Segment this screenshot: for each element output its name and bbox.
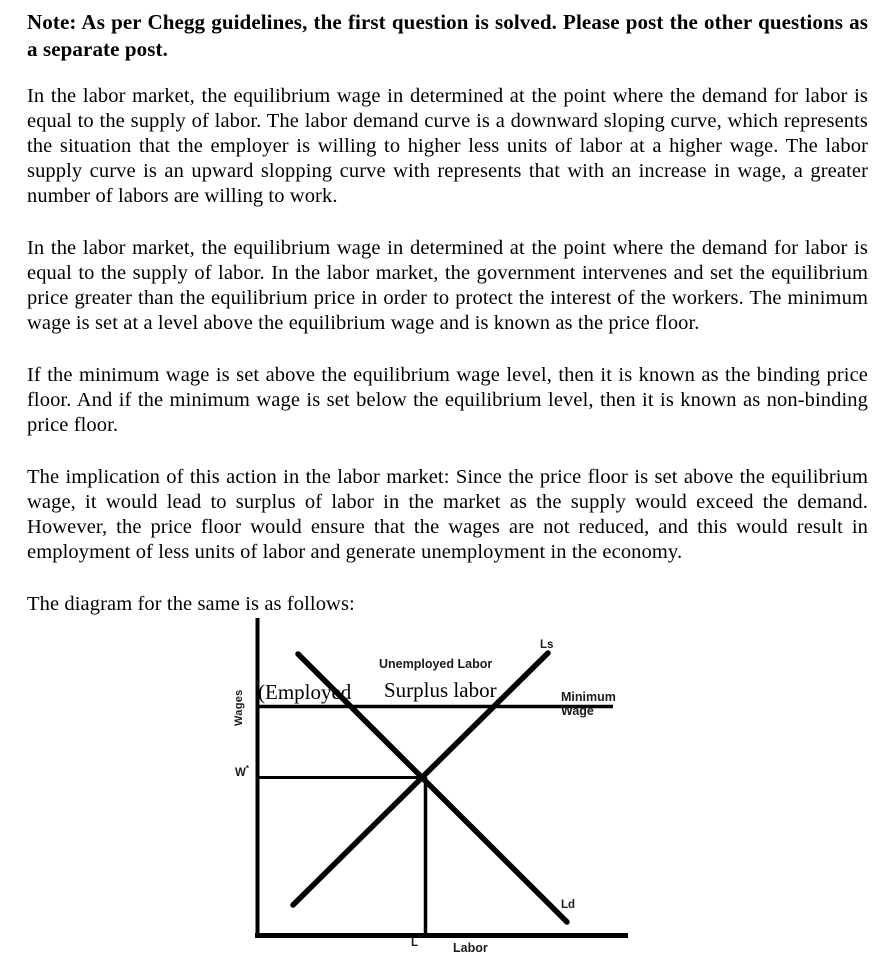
- supply-curve-label: Ls: [540, 639, 554, 651]
- note-paragraph: Note: As per Chegg guidelines, the first question is solved. Please post the other questions as a separate post.: [27, 10, 868, 61]
- equilibrium-wage-letter: W: [235, 767, 246, 779]
- x-axis-label: Labor: [453, 941, 488, 955]
- equilibrium-wage-label: [235, 764, 249, 779]
- paragraph-government-intervention: In the labor market, the equilibrium wage in determined at the point where the demand for labor is equal to the supply of labor. In the labor market, the government intervenes and set the equilibrium price greater than the equilibrium price in order to protect the interest of the workers. The minimum wage is set at a level above the equilibrium wage and is known as the price floor.: [27, 237, 868, 334]
- minimum-wage-label-line1: Minimum: [561, 690, 616, 704]
- paragraph-labor-market-equilibrium: In the labor market, the equilibrium wage in determined at the point where the demand for labor is equal to the supply of labor. The labor demand curve is a downward sloping curve, which represents the situation that the employer is willing to higher less units of labor at a higher wage. The labor supply curve is an upward slopping curve with represents that with an increase in wage, a greater number of labors are willing to work.: [27, 85, 868, 207]
- paragraph-implication: The implication of this action in the labor market: Since the price floor is set above the equilibrium wage, it would lead to surplus of labor in the market as the supply would exceed the demand. However, the price floor would ensure that the wages are not reduced, and this would result in employment of less units of labor and generate unemployment in the economy.: [27, 466, 868, 563]
- demand-curve-label: Ld: [561, 899, 576, 911]
- equilibrium-labor-label: [411, 934, 422, 949]
- equilibrium-labor-superscript: *: [418, 934, 422, 944]
- paragraph-diagram-intro: The diagram for the same is as follows:: [27, 593, 355, 615]
- equilibrium-labor-letter: L: [411, 937, 419, 949]
- paragraph-binding-price-floor: If the minimum wage is set above the equilibrium wage level, then it is known as the binding price floor. And if the minimum wage is set below the equilibrium level, then it is known as non-binding price floor.: [27, 364, 868, 436]
- minimum-wage-label: [561, 691, 616, 718]
- labor-market-diagram: [0, 612, 894, 962]
- employed-label: (Employed: [258, 680, 352, 704]
- unemployed-labor-label: Unemployed Labor: [379, 657, 493, 671]
- equilibrium-wage-superscript: *: [245, 764, 249, 774]
- minimum-wage-label-line2: Wage: [561, 703, 594, 718]
- surplus-labor-label: Surplus labor: [384, 678, 497, 702]
- y-axis-label: Wages: [233, 689, 245, 726]
